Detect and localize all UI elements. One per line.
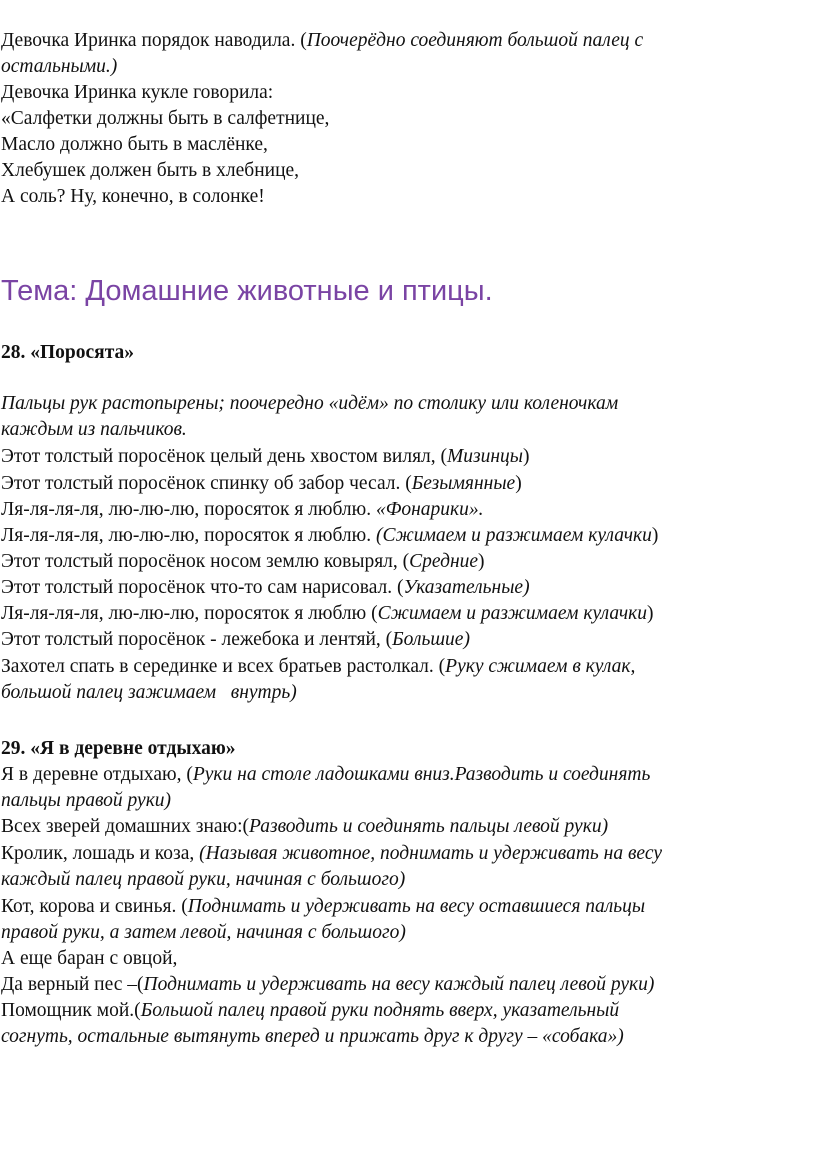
section-28-note-2: каждым из пальчиков. (1, 419, 187, 440)
instruction-text: Безымянные (411, 473, 516, 494)
rhyme-text: Кролик, лошадь и коза, (1, 843, 200, 864)
instruction-text: Поднимать и удерживать на весу каждый палец левой руки) (143, 974, 655, 995)
section-29-line-8: А еще баран с овцой, (1, 948, 178, 969)
rhyme-text: ) (651, 525, 659, 546)
instruction-text: Мизинцы (447, 446, 524, 467)
section-28-line-9 (1, 654, 635, 680)
instruction-text: Поднимать и удерживать на весу оставшиеся пальцы (187, 896, 646, 917)
rhyme-text: Ля-ля-ля-ля, лю-лю-лю, поросяток я люблю. (1, 499, 376, 520)
instruction-text: «Фонарики». (375, 499, 484, 520)
section-29-line-11: согнуть, остальные вытянуть вперед и прижать друг к другу – «собака») (1, 1026, 624, 1047)
section-28-line-7 (1, 601, 654, 627)
section-29-line-9 (1, 972, 654, 998)
section-28-line-4 (1, 523, 658, 549)
rhyme-text: Этот толстый поросёнок носом землю ковырял, ( (1, 551, 410, 572)
rhyme-text: ) (647, 603, 654, 624)
instruction-text: Большой палец правой руки поднять вверх, указательный (140, 1000, 620, 1021)
section-28-line-5 (1, 549, 485, 575)
rhyme-text: Этот толстый поросёнок - лежебока и лентяй, ( (1, 629, 393, 650)
section-29-line-7: правой руки, а затем левой, начиная с большого) (1, 922, 406, 943)
section-28-line-8 (1, 627, 470, 653)
intro-instruction: Поочерёдно соединяют большой палец с (306, 30, 644, 51)
intro-text: Девочка Иринка порядок наводила. ( (1, 30, 307, 51)
section-28-line-10: большой палец зажимаем внутрь) (1, 682, 297, 703)
instruction-text: Средние (409, 551, 479, 572)
rhyme-text: Я в деревне отдыхаю, ( (1, 764, 193, 785)
intro-line-6: Хлебушек должен быть в хлебнице, (1, 160, 300, 181)
rhyme-text: ) (515, 473, 522, 494)
instruction-text: Указательные) (403, 577, 530, 598)
instruction-text: Руку сжимаем в кулак, (445, 656, 636, 677)
intro-line-5: Масло должно быть в маслёнке, (1, 134, 268, 155)
section-28-line-3 (1, 497, 484, 523)
section-28-line-2 (1, 471, 522, 497)
section-28-note-1: Пальцы рук растопырены; поочередно «идём» по столику или коленочкам (1, 393, 619, 414)
intro-line-2: остальными.) (1, 56, 118, 77)
instruction-text: Руки на столе ладошками вниз.Разводить и соединять (192, 764, 651, 785)
rhyme-text: Этот толстый поросёнок целый день хвостом вилял, ( (1, 446, 448, 467)
intro-line-7: А соль? Ну, конечно, в солонке! (1, 186, 265, 207)
rhyme-text: Кот, корова и свинья. ( (1, 896, 188, 917)
intro-line-1 (1, 28, 643, 54)
section-29-line-3 (1, 814, 608, 840)
topic-heading: Тема: Домашние животные и птицы. (1, 275, 493, 307)
section-28-line-1 (1, 444, 530, 470)
rhyme-text: Ля-ля-ля-ля, лю-лю-лю, поросяток я люблю ( (1, 603, 378, 624)
section-28-title: 28. «Поросята» (1, 342, 135, 363)
section-28-line-6 (1, 575, 530, 601)
section-29-line-10 (1, 998, 619, 1024)
intro-line-3: Девочка Иринка кукле говорила: (1, 82, 274, 103)
section-29-line-1 (1, 762, 650, 788)
rhyme-text: ) (478, 551, 485, 572)
rhyme-text: Всех зверей домашних знаю:( (1, 816, 250, 837)
instruction-text: Разводить и соединять пальцы левой руки) (249, 816, 609, 837)
rhyme-text: Захотел спать в серединке и всех братьев растолкал. ( (1, 656, 446, 677)
section-29-line-4 (1, 841, 662, 867)
section-29-title: 29. «Я в деревне отдыхаю» (1, 738, 236, 759)
section-29-line-6 (1, 894, 645, 920)
rhyme-text: Помощник мой.( (1, 1000, 141, 1021)
instruction-text: Сжимаем и разжимаем кулачки (377, 603, 647, 624)
section-29-line-2: пальцы правой руки) (1, 790, 172, 811)
section-29-line-5: каждый палец правой руки, начиная с большого) (1, 869, 406, 890)
rhyme-text: Этот толстый поросёнок что-то сам нарисовал. ( (1, 577, 404, 598)
instruction-text: (Сжимаем и разжимаем кулачки (375, 525, 652, 546)
rhyme-text: Этот толстый поросёнок спинку об забор чесал. ( (1, 473, 412, 494)
instruction-text: Большие) (392, 629, 470, 650)
rhyme-text: Ля-ля-ля-ля, лю-лю-лю, поросяток я люблю. (1, 525, 376, 546)
rhyme-text: ) (523, 446, 530, 467)
intro-line-4: «Салфетки должны быть в салфетнице, (1, 108, 330, 129)
rhyme-text: Да верный пес –( (1, 974, 144, 995)
instruction-text: (Называя животное, поднимать и удерживать на весу (199, 843, 662, 864)
